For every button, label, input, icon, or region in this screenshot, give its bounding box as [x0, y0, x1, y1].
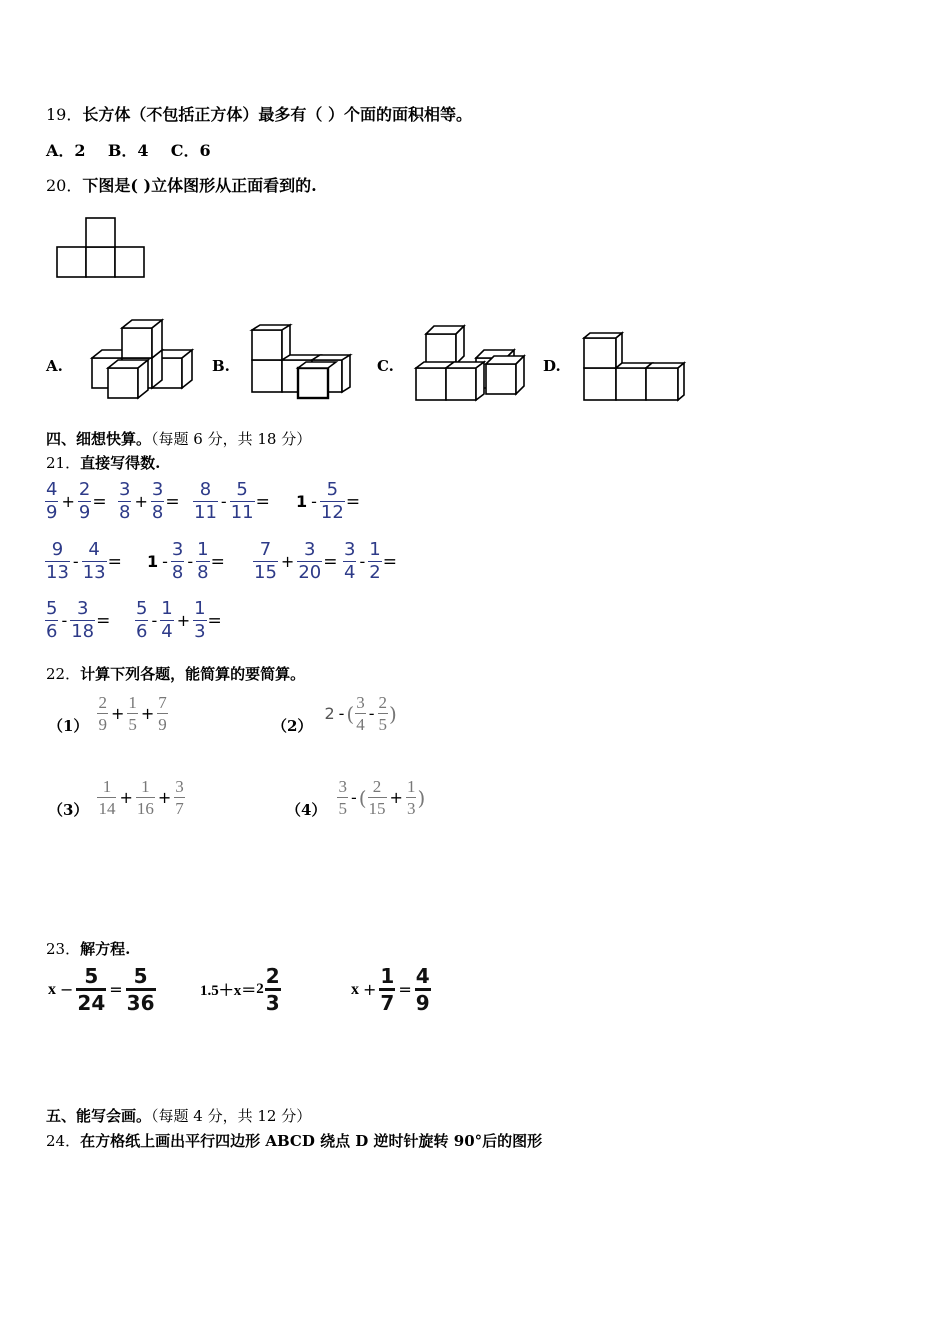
b-n1-text: 3: [119, 479, 131, 500]
e3-op-text: +: [363, 980, 377, 999]
d-d-text: 12: [320, 502, 344, 523]
q23-e1: [46, 966, 157, 1013]
q21-equals-text: =: [210, 551, 225, 572]
a-n1-text: 9: [51, 539, 64, 560]
b-n1-text: 5: [136, 598, 148, 619]
p1-n2-text: 1: [128, 693, 137, 712]
p2-w-text: 2: [324, 704, 335, 723]
option-b-cubes: [248, 322, 358, 402]
e3-n1-text: 1: [380, 964, 395, 988]
q22-line: [46, 663, 305, 684]
b-op2-text: -: [187, 552, 194, 571]
e3-eq-text: =: [398, 980, 412, 999]
fraction: [253, 541, 278, 582]
option-a-cubes: [86, 318, 198, 402]
q20-line: [46, 173, 317, 196]
p2-rp-text: ): [389, 701, 397, 726]
q21-r2-c: [252, 541, 337, 582]
fraction: [406, 778, 417, 817]
p2-op1-text: -: [338, 704, 345, 723]
fraction: [196, 541, 209, 582]
q21-equals-text: =: [382, 551, 397, 572]
p3-label-text: （3）: [48, 801, 89, 819]
c-n2-text: 3: [304, 539, 316, 560]
section5-title: 五、能写会画。: [46, 1107, 152, 1125]
fraction: [230, 481, 255, 522]
e2-lhs-text: 1.5＋x＝: [200, 983, 257, 999]
d-d2-text: 2: [369, 562, 381, 583]
d-d1-text: 4: [344, 562, 356, 583]
fraction: [157, 694, 168, 733]
a-n2-text: 4: [88, 539, 100, 560]
p4-d1-text: 5: [338, 799, 347, 818]
p4-d2-text: 15: [368, 799, 386, 818]
p1-n1-text: 2: [98, 693, 107, 712]
b-d2-text: 8: [151, 502, 164, 523]
b-d1-text: 8: [119, 502, 131, 523]
option-c-cubes: [412, 320, 536, 404]
p3-op2-text: +: [157, 788, 172, 807]
p2-d2-text: 5: [378, 715, 387, 734]
b-w-text: 1: [147, 552, 159, 571]
fraction: [171, 541, 184, 582]
p3-n3-text: 3: [175, 777, 184, 796]
e2-w-text: 2: [256, 981, 264, 997]
fraction: [378, 694, 389, 733]
q19-text: 长方体（不包括正方体）最多有（ ）个面的面积相等。: [82, 105, 472, 124]
d-op-text: -: [311, 492, 317, 511]
q21-r1-a: [44, 481, 107, 522]
e1-d2-text: 36: [126, 991, 155, 1015]
p1-label-text: （1）: [48, 717, 89, 735]
q21-equals-text: =: [345, 491, 361, 512]
p2-n1-text: 3: [356, 693, 365, 712]
p4-lp-text: (: [358, 785, 367, 810]
b-n2-text: 3: [151, 479, 164, 500]
e1-n2-text: 5: [133, 964, 148, 988]
c-d2-text: 11: [230, 502, 254, 523]
fraction: [368, 778, 387, 817]
q19-line: [46, 102, 472, 125]
fraction: [82, 541, 107, 582]
q21-r1-d: [294, 481, 360, 522]
q20-number: 20．: [46, 176, 83, 195]
c-d1-text: 11: [194, 502, 217, 523]
a-d1-text: 6: [46, 621, 58, 642]
q21-equals-text: =: [207, 610, 222, 631]
q21-equals-text: =: [323, 551, 338, 572]
fraction: [193, 600, 206, 641]
b-op1-text: -: [162, 552, 168, 571]
q21-text: 直接写得数.: [80, 454, 161, 472]
fraction: [97, 694, 108, 733]
d-op-text: -: [359, 552, 366, 571]
p2-n2-text: 2: [378, 693, 387, 712]
p1-d2-text: 5: [128, 715, 137, 734]
q21-equals-text: =: [165, 491, 180, 512]
q21-number: 21．: [46, 454, 81, 472]
a-op-text: +: [61, 492, 75, 511]
section5-heading: [46, 1105, 311, 1126]
q21-r2-d: [342, 541, 397, 582]
c-op-text: +: [280, 552, 295, 571]
fraction: [136, 778, 155, 817]
d-n2-text: 1: [369, 539, 381, 560]
b-d1-text: 6: [136, 621, 148, 642]
b-d3-text: 3: [194, 621, 206, 642]
p2-d1-text: 4: [356, 715, 365, 734]
a-d2-text: 13: [82, 562, 106, 583]
c-op-text: -: [220, 492, 227, 511]
p4-rp-text: ): [417, 785, 426, 810]
fraction: [415, 966, 431, 1013]
e2-n-text: 2: [265, 964, 280, 988]
q24-line: [46, 1130, 542, 1151]
d-n-text: 5: [326, 479, 339, 500]
e1-op-text: −: [60, 980, 74, 999]
q21-equals-text: =: [96, 610, 111, 631]
q20-text: 下图是( )立体图形从正面看到的.: [82, 176, 317, 195]
fraction: [320, 481, 345, 522]
p3-d3-text: 7: [175, 799, 184, 818]
fraction: [151, 481, 164, 522]
p4-n3-text: 1: [406, 777, 416, 796]
b-op-text: +: [134, 492, 148, 511]
q22-number: 22．: [46, 665, 81, 683]
d-n1-text: 3: [344, 539, 356, 560]
p4-op1-text: -: [350, 788, 357, 807]
e3-x-text: x: [351, 980, 359, 998]
e2-d-text: 3: [265, 991, 280, 1015]
q21-r3-a: [44, 600, 110, 641]
q22-text: 计算下列各题，能简算的要简算。: [80, 665, 306, 683]
c-d1-text: 15: [254, 562, 277, 583]
q22-p3: [48, 778, 186, 817]
a-n1-text: 5: [46, 598, 58, 619]
p2-label-text: （2）: [272, 717, 313, 735]
fraction: [343, 541, 356, 582]
q21-line: [46, 452, 160, 473]
a-d2-text: 9: [78, 502, 91, 523]
p1-n3-text: 7: [158, 693, 167, 712]
q21-r1-c: [192, 481, 270, 522]
e1-x-text: x: [48, 980, 56, 998]
q23-number: 23．: [46, 940, 81, 958]
fraction: [127, 694, 138, 733]
fraction: [160, 600, 173, 641]
a-n1-text: 4: [46, 479, 58, 500]
q24-text: 在方格纸上画出平行四边形 ABCD 绕点 D 逆时针旋转 90°后的图形: [80, 1132, 543, 1150]
a-op-text: -: [72, 552, 79, 571]
p2-op2-text: -: [368, 704, 375, 723]
b-n2-text: 1: [197, 539, 209, 560]
fraction: [97, 778, 116, 817]
p1-op2-text: +: [140, 704, 155, 723]
a-op-text: -: [61, 611, 68, 630]
c-d2-text: 20: [298, 562, 322, 583]
fraction: [265, 966, 281, 1013]
q23-e2: [200, 966, 282, 1013]
fraction: [368, 541, 381, 582]
option-d-cubes: [580, 328, 690, 404]
p4-label-text: （4）: [286, 801, 327, 819]
p3-d1-text: 14: [98, 799, 116, 818]
fraction: [135, 600, 148, 641]
section4-heading: [46, 428, 311, 449]
fraction: [355, 694, 366, 733]
option-d-label: D.: [543, 357, 561, 375]
e1-d1-text: 24: [77, 991, 106, 1015]
section4-title: 四、细想快算。: [46, 430, 152, 448]
q22-p2: [272, 694, 397, 733]
q21-equals-text: =: [255, 491, 270, 512]
section5-note: （每题 4 分，共 12 分）: [151, 1107, 312, 1125]
fraction: [45, 600, 58, 641]
q21-r2-b: [145, 541, 225, 582]
a-n2-text: 2: [78, 479, 91, 500]
a-n2-text: 3: [76, 598, 89, 619]
b-op2-text: +: [176, 611, 191, 630]
fraction: [45, 481, 58, 522]
q21-equals-text: =: [92, 491, 107, 512]
front-view-figure: [50, 212, 150, 282]
q21-r2-a: [44, 541, 122, 582]
d-w-text: 1: [296, 492, 308, 511]
fraction: [78, 481, 91, 522]
fraction: [45, 541, 70, 582]
e3-n2-text: 4: [415, 964, 430, 988]
e1-eq-text: =: [109, 980, 123, 999]
e3-d1-text: 7: [380, 991, 395, 1015]
section4-note: （每题 6 分，共 18 分）: [151, 430, 312, 448]
a-d1-text: 9: [46, 502, 58, 523]
c-n1-text: 8: [199, 479, 212, 500]
q21-equals-text: =: [107, 551, 122, 572]
option-b-label: B.: [212, 357, 230, 375]
p1-op1-text: +: [110, 704, 125, 723]
p1-d1-text: 9: [98, 715, 107, 734]
p4-n1-text: 3: [338, 777, 347, 796]
q23-line: [46, 938, 130, 959]
a-d2-text: 18: [71, 621, 95, 642]
b-d2-text: 4: [161, 621, 173, 642]
q22-p1: [48, 694, 169, 733]
q23-text: 解方程.: [80, 940, 131, 958]
fraction: [193, 481, 218, 522]
fraction: [70, 600, 95, 641]
p4-n2-text: 2: [372, 777, 382, 796]
e3-d2-text: 9: [415, 991, 430, 1015]
fraction: [337, 778, 348, 817]
a-d1-text: 13: [46, 562, 69, 583]
option-a-label: A.: [46, 357, 63, 375]
q21-r3-b: [134, 600, 222, 641]
q21-r1-b: [117, 481, 180, 522]
c-n2-text: 5: [236, 479, 248, 500]
fraction: [297, 541, 322, 582]
fraction: [76, 966, 106, 1013]
fraction: [118, 481, 131, 522]
p3-op1-text: +: [119, 788, 133, 807]
p3-n2-text: 1: [141, 777, 150, 796]
b-d2-text: 8: [197, 562, 209, 583]
p4-op2-text: +: [389, 788, 403, 807]
b-n2-text: 1: [161, 598, 173, 619]
p4-d3-text: 3: [406, 799, 416, 818]
q23-e3: [349, 966, 432, 1013]
fraction: [126, 966, 156, 1013]
q22-p4: [286, 778, 425, 817]
e1-n1-text: 5: [84, 964, 99, 988]
p2-lp-text: (: [346, 701, 355, 726]
option-c-label: C.: [377, 357, 394, 375]
fraction: [379, 966, 395, 1013]
b-n3-text: 1: [194, 598, 206, 619]
c-n1-text: 7: [259, 539, 272, 560]
q19-options: A．2 B．4 C．6: [46, 141, 211, 160]
p3-d2-text: 16: [136, 799, 154, 818]
q24-number: 24．: [46, 1132, 81, 1150]
b-d1-text: 8: [171, 562, 184, 583]
fraction: [174, 778, 185, 817]
p1-d3-text: 9: [158, 715, 167, 734]
b-op1-text: -: [151, 611, 158, 630]
p3-n1-text: 1: [102, 777, 112, 796]
b-n1-text: 3: [171, 539, 184, 560]
q19-number: 19．: [46, 105, 83, 124]
